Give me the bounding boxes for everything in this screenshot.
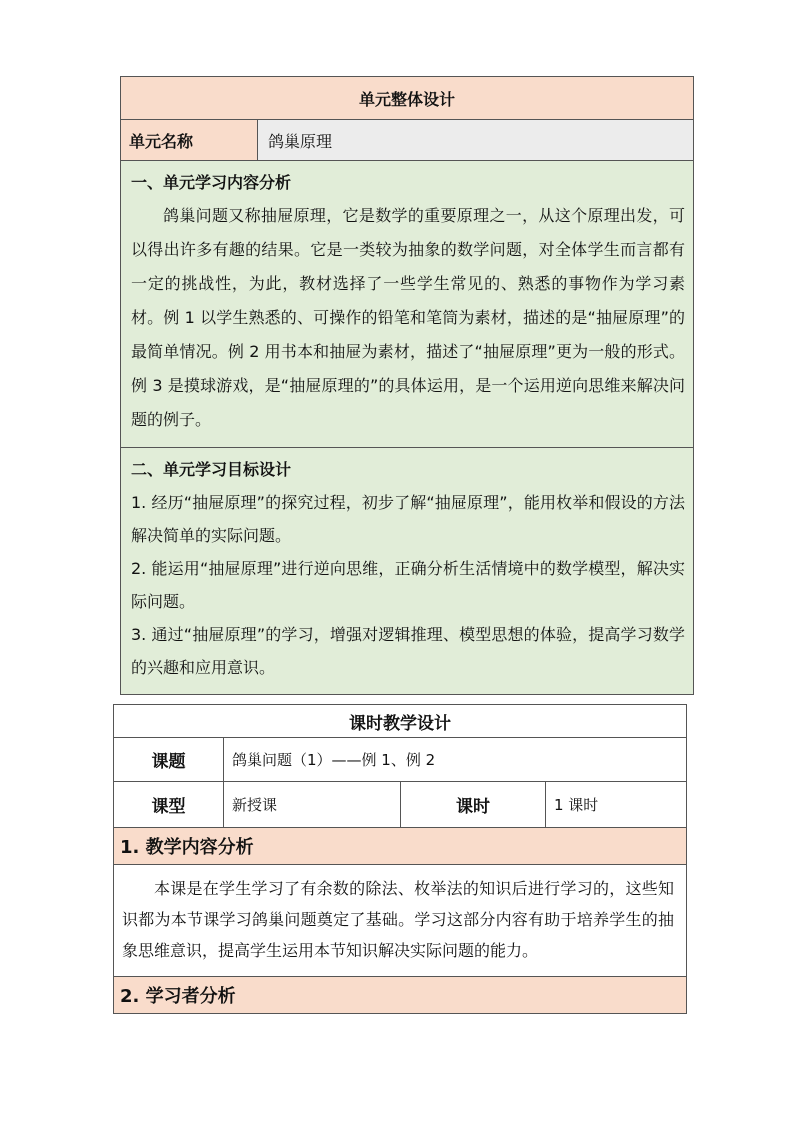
learning-goal-item: 1. 经历“抽屉原理”的探究过程，初步了解“抽屉原理”，能用枚举和假设的方法解决简单的实际问题。 [131,493,686,545]
unit-name-value: 鸽巢原理 [258,120,694,161]
teaching-content-heading: 1. 教学内容分析 [114,828,687,865]
unit-name-label: 单元名称 [121,120,258,161]
learner-analysis-heading: 2. 学习者分析 [114,977,687,1014]
content-analysis-paragraph: 鸽巢问题又称抽屉原理，它是数学的重要原理之一，从这个原理出发，可以得出许多有趣的结果。它是一类较为抽象的数学问题，对全体学生而言都有一定的挑战性，为此，教材选择了一些学生常见的、熟悉的事物作为学习素材。例 1 以学生熟悉的、可操作的铅笔和笔筒为素材，描述的是“抽屉原理”的最简单情况。例 2 用书本和抽屉为素材，描述了“抽屉原理”更为一般的形式。例 3 是摸球游戏，是“抽屉原理的”的具体运用，是一个运用逆向思维来解决问题的例子。 [131,206,686,429]
content-analysis-section [121,161,694,448]
learning-goal-item: 3. 通过“抽屉原理”的学习，增强对逻辑推理、模型思想的体验，提高学习数学的兴趣和应用意识。 [131,625,686,677]
learning-goals-heading: 二、单元学习目标设计 [131,460,292,479]
lesson-type-value: 新授课 [224,782,401,828]
topic-label: 课题 [114,738,224,782]
lesson-type-label: 课型 [114,782,224,828]
teaching-content-paragraph: 本课是在学生学习了有余数的除法、枚举法的知识后进行学习的，这些知识都为本节课学习鸽巢问题奠定了基础。学习这部分内容有助于培养学生的抽象思维意识，提高学生运用本节知识解决实际问题的能力。 [122,879,674,960]
class-hours-value: 1 课时 [546,782,687,828]
class-hours-label: 课时 [401,782,546,828]
content-analysis-heading: 一、单元学习内容分析 [131,173,292,192]
lesson-design-table [113,704,687,1014]
learning-goals-section [121,448,694,695]
topic-value: 鸽巢问题（1）——例 1、例 2 [224,738,687,782]
unit-design-table [120,76,694,695]
teaching-content-section [114,865,687,977]
learning-goal-item: 2. 能运用“抽屉原理”进行逆向思维，正确分析生活情境中的数学模型，解决实际问题。 [131,559,686,611]
lesson-design-title: 课时教学设计 [114,705,687,738]
unit-design-title: 单元整体设计 [121,77,694,120]
